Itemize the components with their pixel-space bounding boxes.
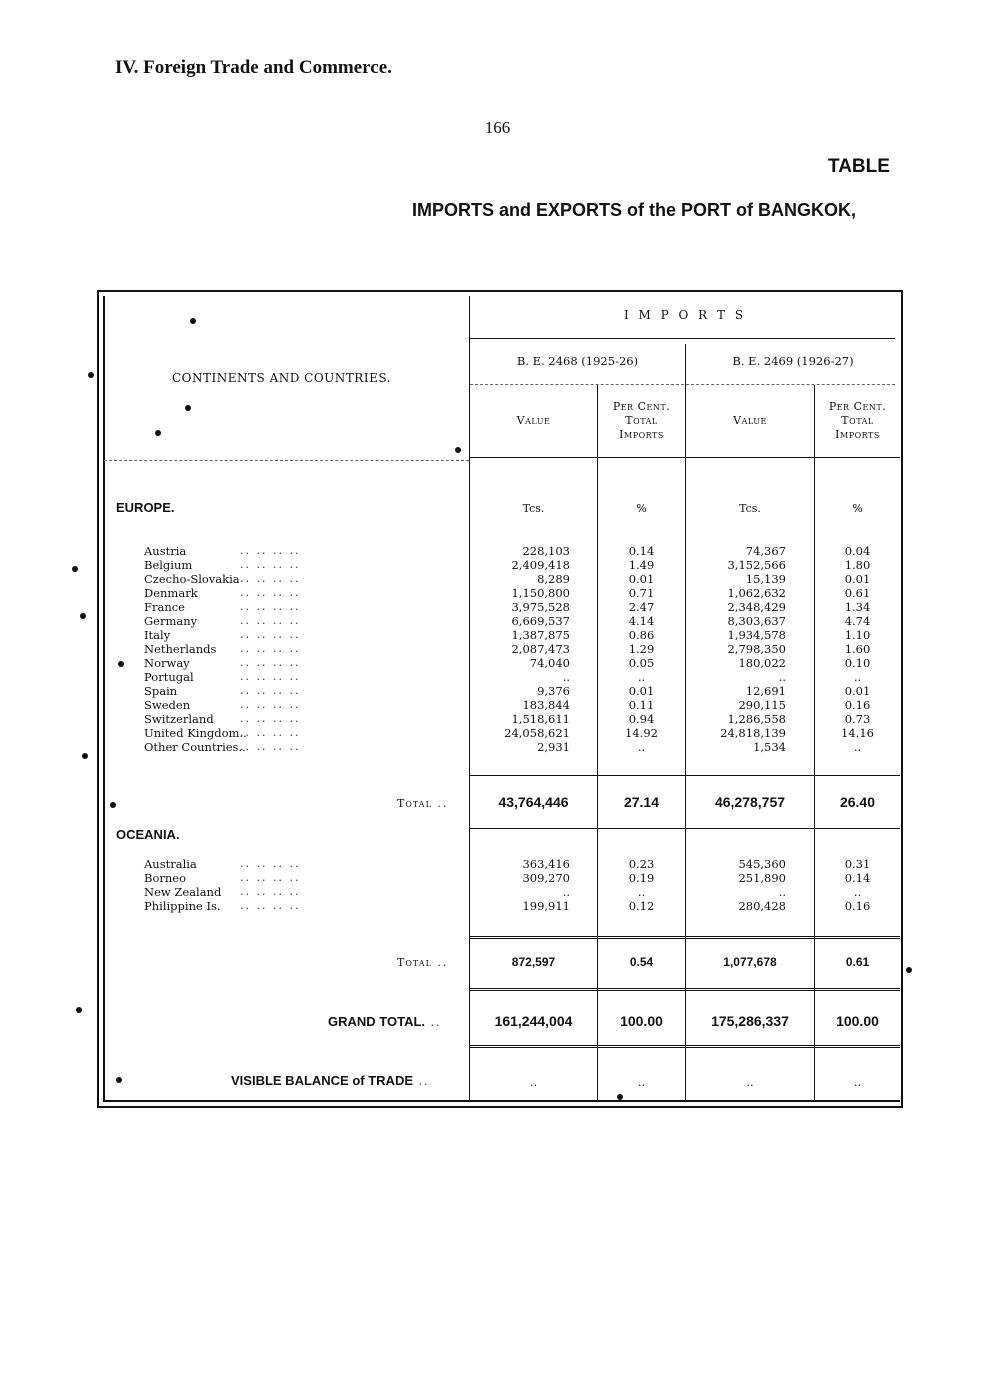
percent-2: 0.10 — [844, 656, 871, 670]
country-name: Borneo — [144, 871, 187, 885]
scan-speck — [88, 372, 94, 378]
percent-1: 0.23 — [628, 857, 655, 871]
country-name: Philippine Is. — [144, 899, 221, 913]
percent-2: 1.34 — [844, 600, 871, 614]
dot-leader: .. .. .. .. — [240, 572, 301, 585]
value-1: 1,387,875 — [511, 628, 570, 642]
percent-2: 0.31 — [844, 857, 871, 871]
scan-speck — [906, 967, 912, 973]
europe-total-v2: 46,278,757 — [714, 794, 786, 810]
percent-1: 0.14 — [628, 544, 655, 558]
scan-speck — [155, 430, 161, 436]
percent-2: 0.01 — [844, 572, 871, 586]
country-name: Norway — [144, 656, 190, 670]
oceania-total-p1: 0.54 — [629, 955, 654, 969]
percent-1: 0.12 — [628, 899, 655, 913]
value-2: 8,303,637 — [727, 614, 786, 628]
unit-value-2: Tcs. — [739, 502, 761, 515]
period-2-label: B. E. 2469 (1926-27) — [732, 354, 854, 368]
country-name: Austria — [144, 544, 187, 558]
country-name: Denmark — [144, 586, 198, 600]
percent-2: 0.73 — [844, 712, 871, 726]
row-header: CONTINENTS AND COUNTRIES. — [172, 371, 391, 385]
dot-leader: .. .. .. .. — [240, 726, 301, 739]
value-1: 363,416 — [522, 857, 570, 871]
visible-balance-v1: .. — [529, 1075, 538, 1089]
oceania-total-top-rule — [470, 936, 900, 937]
percent-1: 0.71 — [628, 586, 655, 600]
dot-leader: .. .. .. .. — [240, 600, 301, 613]
percent-1: 0.94 — [628, 712, 655, 726]
value-2: 280,428 — [738, 899, 786, 913]
dot-leader: .. .. .. .. — [240, 698, 301, 711]
grand-total-bottom-rule-2 — [470, 1047, 900, 1048]
value-2: 2,798,350 — [727, 642, 786, 656]
value-1: 309,270 — [522, 871, 570, 885]
value-1: 228,103 — [522, 544, 570, 558]
scan-speck — [185, 405, 191, 411]
dot-leader: .. .. .. .. — [240, 871, 301, 884]
value-2: 12,691 — [745, 684, 786, 698]
grand-total-label: GRAND TOTAL. .. — [328, 1014, 442, 1029]
imports-heading: I M P O R T S — [623, 308, 747, 322]
country-name: United Kingdom.. — [144, 726, 247, 740]
percent-2: 1.80 — [844, 558, 871, 572]
value-2: 180,022 — [738, 656, 786, 670]
value-1: 3,975,528 — [511, 600, 570, 614]
scan-speck — [116, 1077, 122, 1083]
grand-total-v1: 161,244,004 — [494, 1013, 573, 1029]
percent-1: .. — [637, 885, 646, 899]
dot-leader: .. .. .. .. — [240, 857, 301, 870]
dot-leader: .. .. .. .. — [240, 544, 301, 557]
dot-leader: .. .. .. .. — [240, 885, 301, 898]
value-2: 1,534 — [753, 740, 786, 754]
percent-1: 0.86 — [628, 628, 655, 642]
period-rule — [470, 384, 895, 385]
visible-balance-p1: .. — [637, 1075, 646, 1089]
europe-total-p1: 27.14 — [623, 794, 660, 810]
percent-1: 1.29 — [628, 642, 655, 656]
value-1: 6,669,537 — [511, 614, 570, 628]
percent-1: 4.14 — [628, 614, 655, 628]
value-1: 1,518,611 — [511, 712, 570, 726]
oceania-total-label: Total .. — [397, 956, 449, 969]
percent-2: 0.01 — [844, 684, 871, 698]
page-number: 166 — [484, 118, 511, 137]
scan-speck — [72, 566, 78, 572]
country-name: Spain — [144, 684, 178, 698]
value-1: 24,058,621 — [504, 726, 570, 740]
percent-1: .. — [637, 670, 646, 684]
value-1: 2,931 — [537, 740, 570, 754]
percent-1: 0.19 — [628, 871, 655, 885]
scan-speck — [110, 802, 116, 808]
value-2: 24,818,139 — [720, 726, 786, 740]
value-2: 1,934,578 — [727, 628, 786, 642]
europe-total-top-rule — [470, 775, 900, 776]
unit-percent-1: % — [636, 502, 647, 515]
country-name: Other Countries.. — [144, 740, 246, 754]
oceania-total-p2: 0.61 — [845, 955, 870, 969]
scan-speck — [617, 1094, 623, 1100]
grand-total-top-rule — [470, 988, 900, 989]
value-2: 251,890 — [738, 871, 786, 885]
value-1: 74,040 — [529, 656, 570, 670]
oceania-total-v2: 1,077,678 — [723, 955, 777, 969]
scan-speck — [455, 447, 461, 453]
unit-value-1: Tcs. — [522, 502, 545, 515]
dot-leader: .. .. .. .. — [240, 899, 301, 912]
grand-total-p2: 100.00 — [836, 1013, 879, 1029]
percent-1: 14.92 — [625, 726, 658, 740]
country-name: Switzerland — [144, 712, 214, 726]
value-1: 9,376 — [537, 684, 570, 698]
oceania-total-v1: 872,597 — [511, 955, 556, 969]
value-2: 290,115 — [738, 698, 786, 712]
percent-2: 1.60 — [844, 642, 871, 656]
grand-total-top-rule-2 — [470, 990, 900, 991]
country-name: Czecho-Slovakia — [144, 572, 240, 586]
country-name: Sweden — [144, 698, 191, 712]
scan-speck — [82, 753, 88, 759]
percent-2: 0.16 — [844, 698, 871, 712]
value-1: 2,409,418 — [511, 558, 570, 572]
country-name: Netherlands — [144, 642, 217, 656]
dot-leader: .. .. .. .. — [240, 586, 301, 599]
oceania-total-top-rule-2 — [470, 938, 900, 939]
dot-leader: .. .. .. .. — [240, 558, 301, 571]
percent-1: 1.49 — [628, 558, 655, 572]
percent-2: 0.04 — [844, 544, 871, 558]
value-1: 8,289 — [537, 572, 570, 586]
section-heading: IV. Foreign Trade and Commerce. — [115, 57, 392, 78]
table-title: IMPORTS and EXPORTS of the PORT of BANGKOK, — [412, 200, 857, 220]
value-2: 74,367 — [745, 544, 786, 558]
grand-total-bottom-rule — [470, 1045, 900, 1046]
header-rule — [470, 457, 900, 458]
europe-total-label: Total .. — [397, 797, 449, 810]
value-2: 2,348,429 — [727, 600, 786, 614]
percent-2: .. — [853, 740, 862, 754]
percent-1: 0.01 — [628, 684, 655, 698]
value-1: .. — [562, 885, 570, 899]
percent-2: 4.74 — [844, 614, 871, 628]
value-1: 199,911 — [522, 899, 570, 913]
label-header-rule — [104, 460, 469, 461]
dot-leader: .. .. .. .. — [240, 740, 301, 753]
scan-speck — [80, 613, 86, 619]
europe-total-p2: 26.40 — [839, 794, 876, 810]
value-2: 15,139 — [745, 572, 786, 586]
percent-2: 0.16 — [844, 899, 871, 913]
country-name: Australia — [144, 857, 197, 871]
period-1-label: B. E. 2468 (1925-26) — [516, 354, 639, 368]
visible-balance-v2: .. — [746, 1075, 754, 1089]
value-2: .. — [778, 670, 786, 684]
percent-1: 0.11 — [628, 698, 655, 712]
country-name: Belgium — [144, 558, 193, 572]
country-name: Germany — [144, 614, 198, 628]
grand-total-p1: 100.00 — [620, 1013, 663, 1029]
country-name: New Zealand — [144, 885, 222, 899]
col-percent-2: Per Cent. Total Imports — [828, 400, 887, 441]
percent-1: 0.05 — [628, 656, 655, 670]
value-2: 1,062,632 — [727, 586, 786, 600]
percent-2: .. — [853, 670, 862, 684]
europe-total-v1: 43,764,446 — [498, 794, 569, 810]
value-1: .. — [562, 670, 570, 684]
unit-percent-2: % — [852, 502, 863, 515]
percent-2: 1.10 — [844, 628, 871, 642]
country-name: Italy — [144, 628, 171, 642]
region-oceania: OCEANIA. — [116, 827, 180, 842]
percent-1: 2.47 — [628, 600, 655, 614]
imports-rule — [470, 338, 895, 339]
col-value-2: Value — [733, 414, 767, 427]
scan-speck — [76, 1007, 82, 1013]
region-europe: EUROPE. — [116, 500, 175, 515]
percent-1: .. — [637, 740, 646, 754]
dot-leader: .. .. .. .. — [240, 628, 301, 641]
col-percent-1: Per Cent. Total Imports — [612, 400, 671, 441]
col-value-1: Value — [516, 414, 551, 427]
grand-total-v2: 175,286,337 — [711, 1013, 789, 1029]
table-word: TABLE — [828, 156, 890, 177]
dot-leader: .. .. .. .. — [240, 670, 301, 683]
europe-total-bottom-rule — [470, 828, 900, 829]
percent-2: 0.14 — [844, 871, 871, 885]
visible-balance-label: VISIBLE BALANCE of TRADE .. — [231, 1073, 430, 1088]
percent-2: 0.61 — [844, 586, 871, 600]
dot-leader: .. .. .. .. — [240, 642, 301, 655]
dot-leader: .. .. .. .. — [240, 614, 301, 627]
value-2: .. — [778, 885, 786, 899]
value-1: 1,150,800 — [511, 586, 570, 600]
value-1: 2,087,473 — [511, 642, 570, 656]
percent-2: .. — [853, 885, 862, 899]
value-2: 1,286,558 — [727, 712, 786, 726]
value-1: 183,844 — [522, 698, 570, 712]
dot-leader: .. .. .. .. — [240, 656, 301, 669]
country-name: France — [144, 600, 185, 614]
percent-2: 14.16 — [841, 726, 874, 740]
scan-speck — [118, 661, 124, 667]
country-name: Portugal — [144, 670, 194, 684]
scan-speck — [190, 318, 196, 324]
value-2: 3,152,566 — [727, 558, 786, 572]
visible-balance-p2: .. — [853, 1075, 862, 1089]
value-2: 545,360 — [738, 857, 786, 871]
dot-leader: .. .. .. .. — [240, 712, 301, 725]
dot-leader: .. .. .. .. — [240, 684, 301, 697]
percent-1: 0.01 — [628, 572, 655, 586]
